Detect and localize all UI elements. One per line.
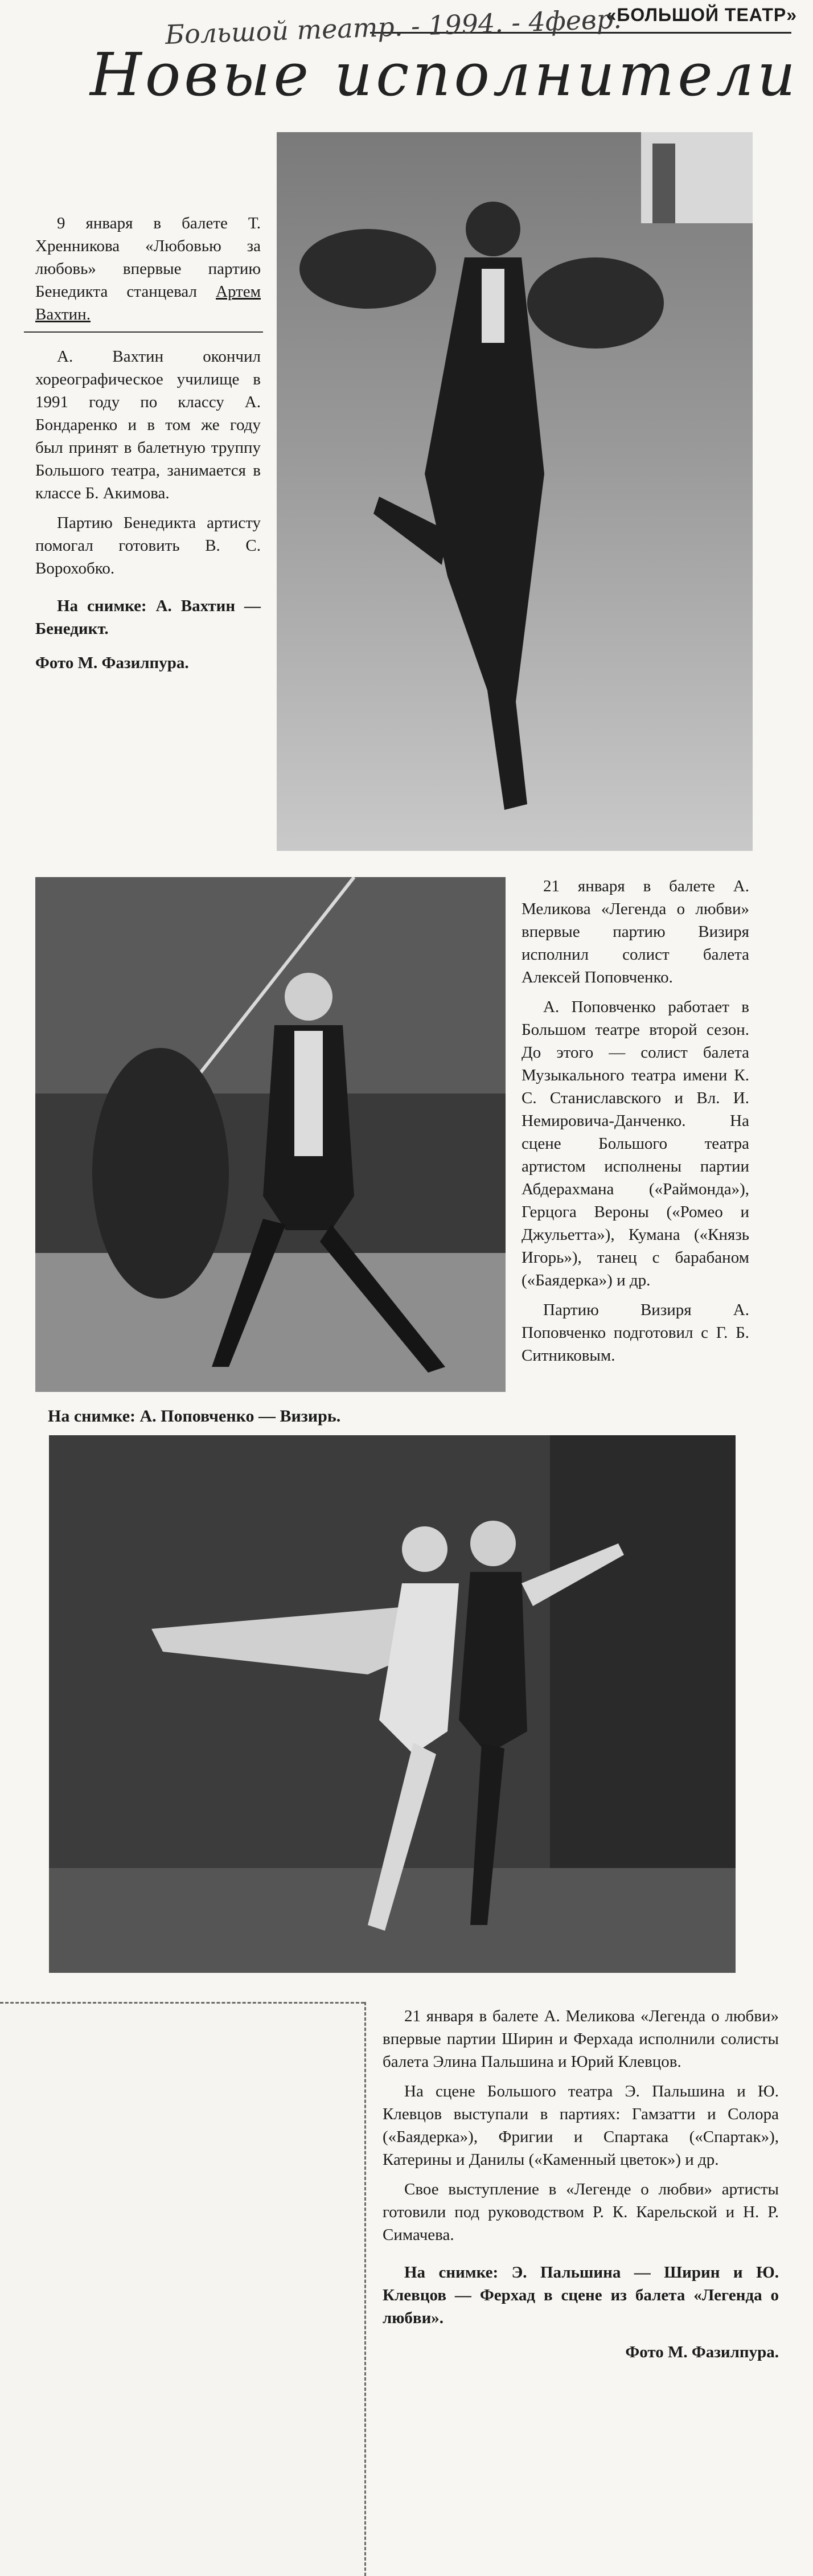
- article1-column: [35, 212, 261, 681]
- photo-vakhtin: [277, 132, 753, 851]
- headline: Новые исполнители: [90, 40, 799, 109]
- article2-column: [522, 875, 749, 1374]
- duet-photo-icon: [49, 1435, 736, 1973]
- article1-para3: Партию Бенедикта артисту помогал готовить В. С. Ворохобко.: [35, 514, 261, 578]
- photo-popovchenko: [35, 877, 506, 1392]
- article2-para1: 21 января в балете А. Меликова «Легенда о любви» впервые партию Визиря исполнил солист балета Алексей Поповченко.: [522, 877, 749, 986]
- article2-para2: А. Поповченко работает в Большом театре второй сезон. До этого — солист балета Музыкального театра имени К. С. Станиславского и Вл. И. Немировича-Данченко. На сцене Большого театра артистом исполнены партии Абдерахмана («Раймонда»), Герцога Вероны («Ромео и Джульетта»), Кумана («Князь Игорь»), танец с барабаном («Баядерка») и др.: [522, 998, 749, 1289]
- article1-credit: Фото М. Фазилпура.: [35, 654, 189, 672]
- dancer-photo-icon: [277, 132, 753, 851]
- cut-edge-vertical: [364, 2002, 366, 2576]
- article3-caption: На снимке: Э. Пальшина — Ширин и Ю. Клевцов — Ферхад в сцене из балета «Легенда о любви».: [383, 2263, 779, 2327]
- article3-column: [383, 2005, 779, 2370]
- masthead: «БОЛЬШОЙ ТЕАТР»: [606, 5, 797, 25]
- cut-edge: [0, 2002, 364, 2004]
- article1-caption: На снимке: А. Вахтин — Бенедикт.: [35, 597, 261, 638]
- article3-credit: Фото М. Фазилпура.: [625, 2343, 779, 2361]
- article1-para1: [35, 212, 261, 326]
- article2-caption: На снимке: А. Поповченко — Визирь.: [48, 1407, 341, 1426]
- article1-para1-text: 9 января в балете Т. Хренникова «Любовью за любовь» впервые партию Бенедикта станцевал: [35, 214, 261, 301]
- article2-para3: Партию Визиря А. Поповченко подготовил с Г. Б. Ситниковым.: [522, 1301, 749, 1365]
- dancer-photo-icon: [35, 877, 506, 1392]
- article1-divider: [24, 331, 263, 333]
- handwritten-note: Большой театр. - 1994. - 4февр.: [165, 3, 622, 50]
- article1-dancer-name: Артем Вахтин.: [35, 282, 261, 323]
- article3-para3: Свое выступление в «Легенде о любви» артисты готовили под руководством Р. К. Карельской и Н. Р. Симачева.: [383, 2180, 779, 2244]
- photo-palshina-klevtsov: [49, 1435, 736, 1973]
- article1-para2: А. Вахтин окончил хореографическое училище в 1991 году по классу А. Бондаренко и в том же году был принят в балетную труппу Большого театра, занимается в классе Б. Акимова.: [35, 347, 261, 502]
- article3-para1: 21 января в балете А. Меликова «Легенда о любви» впервые партии Ширин и Ферхада исполнили солисты балета Элина Пальшина и Юрий Клевцов.: [383, 2007, 779, 2071]
- article3-para2: На сцене Большого театра Э. Пальшина и Ю. Клевцов выступали в партиях: Гамзатти и Солора («Баядерка»), Фригии и Спартака («Спартак»), Катерины и Данилы («Каменный цветок») и др.: [383, 2082, 779, 2169]
